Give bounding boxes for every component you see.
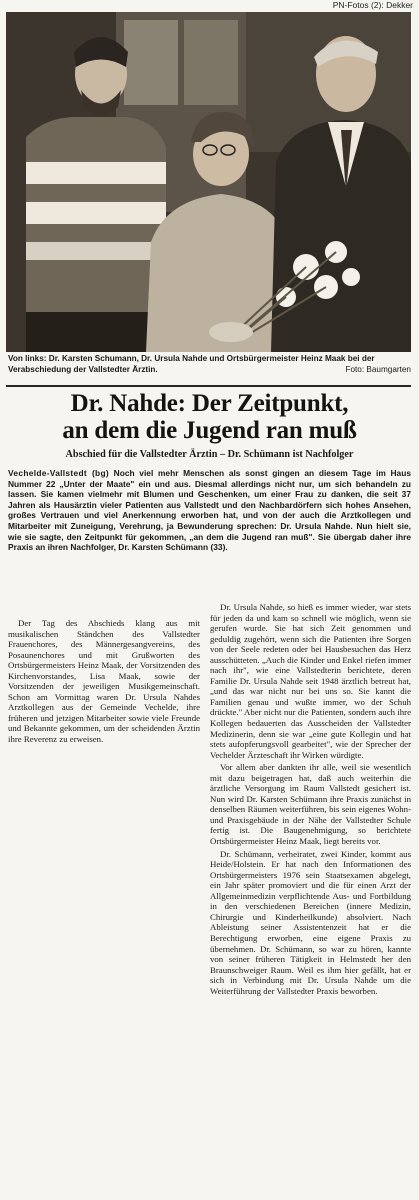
article-photo xyxy=(6,12,411,352)
paragraph: Vor allem aber dankten ihr alle, weil sie wesentlich mit dazu beigetragen hat, daß auch weiterhin die ärztliche Versorgung im Raum Vallstedt gesichert ist. Nun wird Dr. Karsten Schümann ihre Praxis zunächst in denselben Räumen weiterführen, bis sein eigenes Wohn- und Praxisgebäude in der Nähe der Vallstedter Schule fertig ist. Die Baugenehmigung, so berichtete Ortsbürgermeister Heinz Maak, liegt bereits vor. xyxy=(210,762,411,847)
lead-paragraph xyxy=(8,468,411,553)
paragraph: Dr. Schümann, verheiratet, zwei Kinder, kommt aus Heide/Holstein. Er hat nach den Informationen des Ortsbürgermeisters 1976 sein Staatsexamen abgelegt, ein Jahr später promoviert und die für einen Arzt der Allgemeinmedizin verpflichtende Aus- und Fortbildung in den verschiedenen Bereichen (innere Medizin, Chirurgie und Kinderheilkunde) absolviert. Nach Ableistung seiner Assistentenzeit hat er die Berechtigung erworben, eine eigene Praxis zu übernehmen. Dr. Schümann, so war zu hören, kannte von seiner früheren Tätigkeit in Helmstedt her den Braunschweiger Raum. Weil es ihm hier gefällt, hat er sich in Verbindung mit Dr. Ursula Nahde um die Weiterführung der Vallstedter Praxis beworben. xyxy=(210,848,411,996)
photo-illustration xyxy=(6,12,411,352)
photo-credit-top: PN-Fotos (2): Dekker xyxy=(332,0,413,10)
photo-caption xyxy=(8,354,411,375)
paragraph: Dr. Ursula Nahde, so hieß es immer wieder, war stets für jeden da und kam so schnell wie möglich, wenn sie gerufen wurde. Sie hat sich Zeit genommen und geduldig zugehört, wenn sich die Patienten ihre Sorgen von der Seele redeten oder bei Hausbesuchen das Herz ausschütteten. „Auch die Kinder und Enkel riefen immer nach ihr", wie eine Vallstedterin berichtete, deren Familie Dr. Ursula Nahde seit 1948 ärztlich betreut hat, „und das war nicht nur bei uns so. Sie kannt die Familien genau und wußte immer, wo der Schuh drückte." Aber nicht nur die Patienten, sondern auch ihre Kollegen bedauerten das Ausscheiden der Vallstedter Medizinerin, denn sie war „eine gute Kollegin und hat stets aufopferungsvoll gearbeitet", wie der Sprecher der Vechelder Ärzteschaft ihr Wirken würdigte. xyxy=(210,602,411,760)
subheadline: Abschied für die Vallstedter Ärztin – Dr. Schümann ist Nachfolger xyxy=(65,449,354,460)
caption-text: Von links: Dr. Karsten Schumann, Dr. Ursula Nahde und Ortsbürgermeister Heinz Maak bei der Verabschiedung der Vallstedter Ärztin. xyxy=(8,354,375,374)
headline-line-1: Dr. Nahde: Der Zeitpunkt, xyxy=(70,390,349,417)
column-right xyxy=(210,602,411,996)
dateline: Vechelde-Vallstedt (bg) xyxy=(8,468,109,478)
lead-text: Noch viel mehr Menschen als sonst gingen an diesem Tage im Haus Nummer 22 „Unter der Maate" ein und aus. Diesmal allerdings nicht nur, um sich behandeln zu lassen. Sie kamen vielmehr mit Blumen und Geschenken, um einer Frau zu danken, die seit 37 Jahren als Hausärztin vieler Patienten aus Vallstedt und den Nachbardörfern sich hohes Ansehen, großes Vertrauen und viel Anerkennung erworben hat, und von der auch die Arztkollegen und Mitarbeiter mit Zuneigung, Verehrung, ja Bewunderung sprechen: Dr. Ursula Nahde. Nun hielt sie, wie sie sagte, den Zeitpunkt für gekommen, „an dem die Jugend ran muß". Sie übergab daher ihre Praxis an ihren Nachfolger, Dr. Karsten Schümann (33). xyxy=(8,468,411,553)
headline xyxy=(4,390,415,444)
caption-credit: Foto: Baumgarten xyxy=(345,364,411,374)
paragraph: Der Tag des Abschieds klang aus mit musikalischen Ständchen des Vallstedter Frauenchores, des Männergesangvereins, des Posaunenchores und mit Grußworten des Ortsbürgermeisters Heinz Maak, der Vorsitzenden des Kirchenvorstandes, Lisa Maak, sowie der Vorsitzenden der jeweiligen Musikgemeinschaft. Schon am Vormittag waren Dr. Ursula Nahdes Arztkollegen aus der Gemeinde Vechelde, ihre früheren und jetzigen Mitarbeiter sowie viele Freunde und Bekannte gekommen, um der scheidenden Ärztin ihre Reverenz zu erweisen. xyxy=(8,618,200,745)
headline-line-2: an dem die Jugend ran muß xyxy=(62,417,357,444)
column-left xyxy=(8,618,200,764)
divider-rule xyxy=(6,385,411,387)
